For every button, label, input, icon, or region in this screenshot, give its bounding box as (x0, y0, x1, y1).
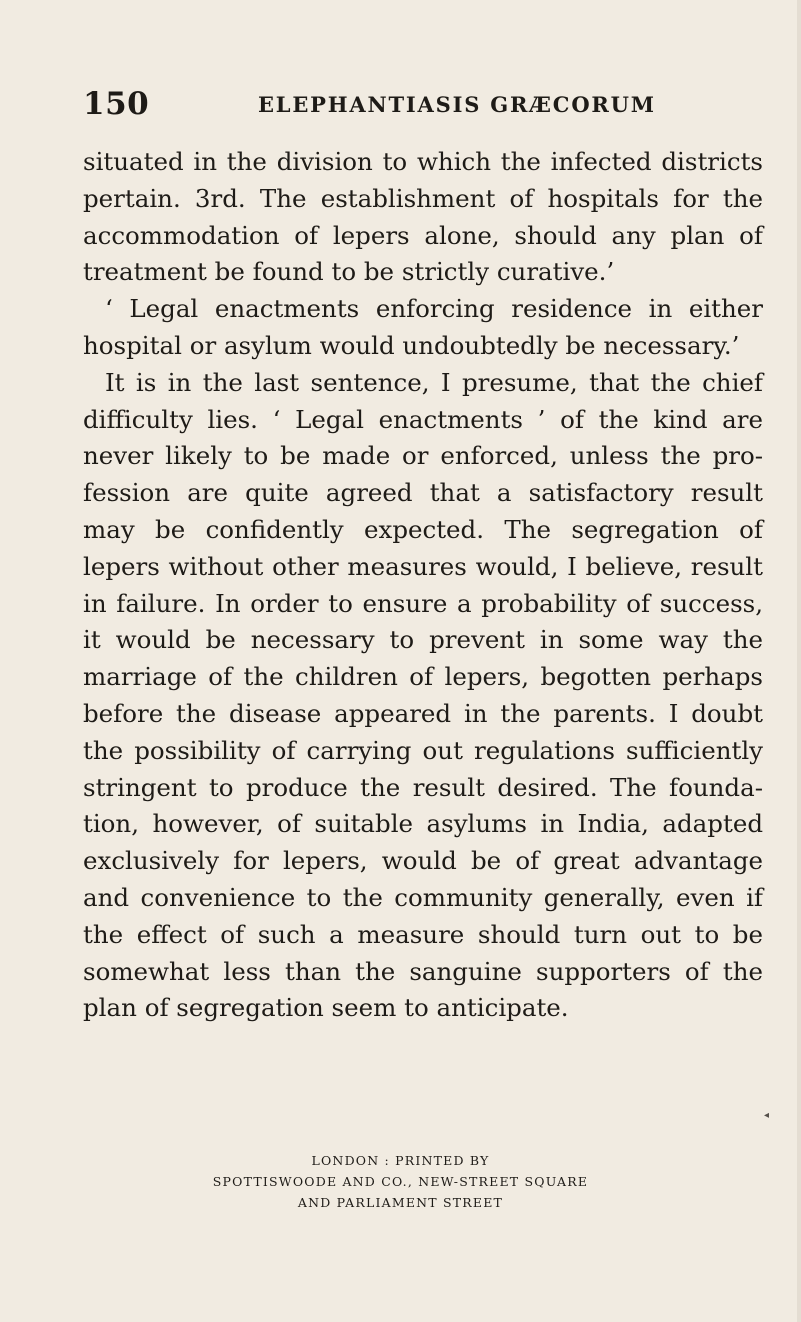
text-line: may be confidently expected. The segregation of (83, 514, 763, 544)
text-line: tion, however, of suitable asylums in India, adapted (83, 809, 763, 839)
scan-edge (797, 0, 801, 1322)
imprint-line: SPOTTISWOODE AND CO., NEW-STREET SQUARE (212, 1174, 589, 1189)
text-line: treatment be found to be strictly curative.’ (83, 257, 615, 287)
text-line: exclusively for lepers, would be of great advantage (83, 846, 763, 876)
text-line: It is in the last sentence, I presume, that the chief (105, 367, 763, 397)
margin-mark: ◂ (764, 1110, 770, 1121)
text-line: situated in the division to which the infected districts (83, 147, 763, 176)
running-head: ELEPHANTIASIS GRÆCORUM (258, 92, 656, 117)
text-line: it would be necessary to prevent in some way the (83, 625, 763, 655)
page-number: 150 (83, 86, 150, 122)
text-line: fession are quite agreed that a satisfactory result (83, 478, 763, 508)
text-line: the effect of such a measure should turn out to be (83, 919, 763, 949)
text-line: before the disease appeared in the parents. I doubt (83, 698, 763, 728)
text-line: the possibility of carrying out regulations sufficiently (83, 735, 763, 765)
text-line: pertain. 3rd. The establishment of hospitals for the (83, 183, 763, 213)
body-text (83, 144, 763, 1027)
text-line: lepers without other measures would, I believe, result (83, 551, 763, 581)
text-line: hospital or asylum would undoubtedly be necessary.’ (83, 330, 740, 360)
text-line: marriage of the children of lepers, begotten perhaps (83, 662, 763, 692)
text-line: stringent to produce the result desired. The founda- (83, 772, 763, 802)
text-line: and convenience to the community generally, even if (83, 882, 763, 912)
text-line: plan of segregation seem to anticipate. (83, 993, 569, 1023)
text-line: accommodation of lepers alone, should any plan of (83, 220, 763, 250)
page-header (83, 86, 743, 126)
text-line: never likely to be made or enforced, unless the pro- (83, 441, 763, 471)
printer-imprint (0, 1150, 801, 1213)
text-line: somewhat less than the sanguine supporters of the (83, 956, 763, 986)
text-line: difficulty lies. ‘ Legal enactments ’ of the kind are (83, 404, 763, 434)
text-line: in failure. In order to ensure a probability of success, (83, 588, 763, 618)
imprint-line: AND PARLIAMENT STREET (297, 1195, 504, 1210)
text-line: ‘ Legal enactments enforcing residence in either (105, 294, 763, 324)
imprint-line: LONDON : PRINTED BY (311, 1153, 490, 1168)
